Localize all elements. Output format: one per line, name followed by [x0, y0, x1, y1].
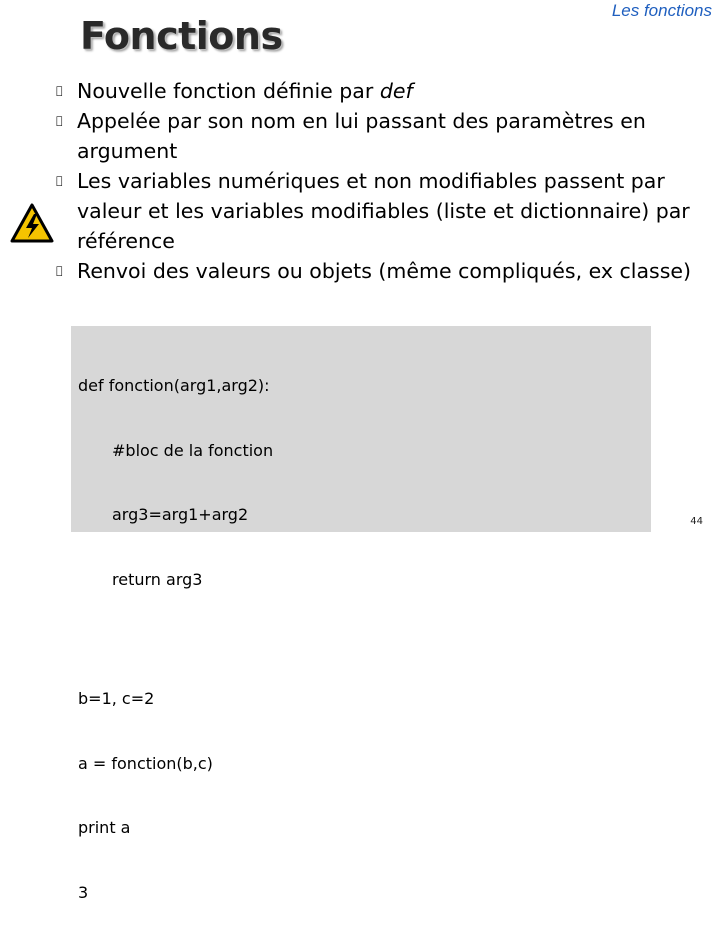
- keyword-def: def: [379, 79, 413, 103]
- code-line: arg3=arg1+arg2: [112, 505, 249, 524]
- code-line: a = fonction(b,c): [78, 753, 213, 773]
- bullet-text: Nouvelle fonction définie par def: [77, 79, 413, 103]
- square-bullet-icon: [56, 166, 63, 196]
- bullet-list: [58, 76, 698, 286]
- code-line: #bloc de la fonction: [112, 440, 274, 460]
- bullet-text: Les variables numériques et non modifiables passent par valeur et les variables modifiables (liste et dictionnaire) par référence: [77, 169, 690, 253]
- high-voltage-warning-icon: [10, 203, 54, 243]
- slide-title: Fonctions: [80, 14, 283, 58]
- code-box: [71, 326, 651, 902]
- bullet-item: [58, 106, 698, 166]
- code-blank-line: [78, 633, 651, 645]
- square-bullet-icon: [56, 256, 63, 286]
- code-line: 3: [78, 882, 89, 902]
- square-bullet-icon: [56, 76, 63, 106]
- bullet-item: [58, 76, 698, 106]
- bullet-item: [58, 166, 698, 256]
- code-line: return arg3: [112, 569, 203, 589]
- bullet-text: Appelée par son nom en lui passant des paramètres en argument: [77, 109, 646, 163]
- page-number: 44: [690, 516, 703, 527]
- code-line: def fonction(arg1,arg2):: [78, 376, 270, 395]
- section-label: Les fonctions: [611, 1, 712, 20]
- bullet-text: Renvoi des valeurs ou objets (même compliqués, ex classe): [77, 259, 691, 283]
- code-line: b=1, c=2: [78, 689, 155, 708]
- code-block: [71, 326, 651, 946]
- square-bullet-icon: [56, 106, 63, 136]
- bullet-item: [58, 256, 698, 286]
- code-line: print a: [78, 818, 131, 837]
